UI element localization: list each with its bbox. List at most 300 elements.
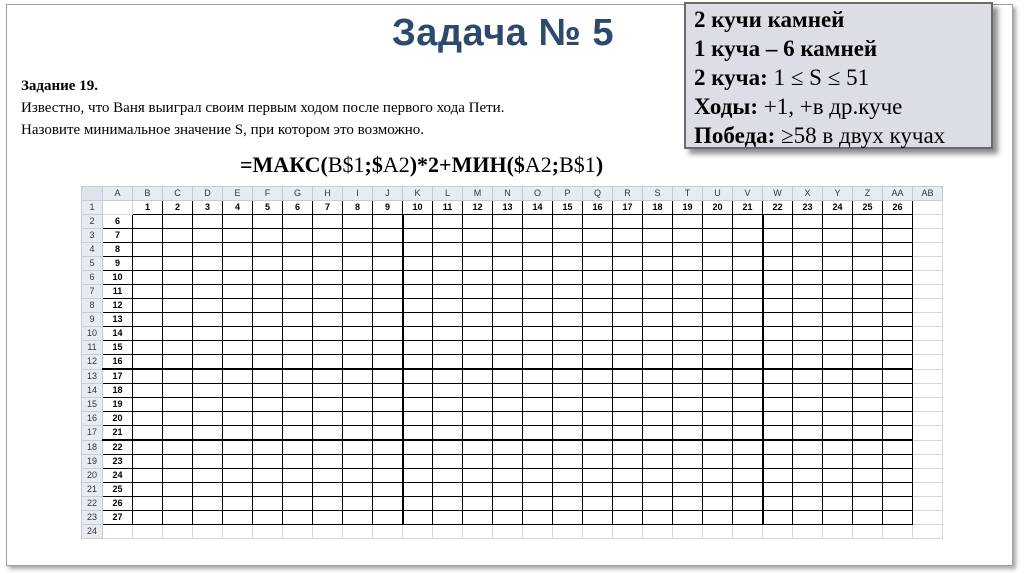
grid-cell[interactable] xyxy=(253,369,283,384)
grid-cell[interactable] xyxy=(283,398,313,412)
grid-cell[interactable] xyxy=(643,440,673,455)
grid-cell[interactable] xyxy=(643,257,673,271)
empty-cell[interactable] xyxy=(913,455,943,469)
grid-cell[interactable] xyxy=(703,455,733,469)
grid-cell[interactable] xyxy=(493,511,523,525)
grid-cell[interactable] xyxy=(313,327,343,341)
grid-cell[interactable] xyxy=(403,327,433,341)
grid-cell[interactable] xyxy=(853,398,883,412)
grid-cell[interactable] xyxy=(193,313,223,327)
grid-cell[interactable] xyxy=(763,469,793,483)
row-value-cell[interactable]: 16 xyxy=(103,355,133,370)
row-header-13[interactable]: 13 xyxy=(82,369,103,384)
grid-cell[interactable] xyxy=(163,313,193,327)
grid-cell[interactable] xyxy=(883,511,913,525)
column-header-t[interactable]: T xyxy=(673,187,703,201)
empty-cell[interactable] xyxy=(733,525,763,539)
grid-cell[interactable] xyxy=(373,313,403,327)
grid-cell[interactable] xyxy=(703,511,733,525)
grid-cell[interactable] xyxy=(403,313,433,327)
grid-cell[interactable] xyxy=(163,384,193,398)
grid-cell[interactable] xyxy=(133,355,163,370)
grid-cell[interactable] xyxy=(763,243,793,257)
grid-cell[interactable] xyxy=(283,369,313,384)
grid-cell[interactable] xyxy=(523,369,553,384)
grid-cell[interactable] xyxy=(793,271,823,285)
grid-cell[interactable] xyxy=(253,299,283,313)
grid-cell[interactable] xyxy=(493,271,523,285)
grid-cell[interactable] xyxy=(283,299,313,313)
grid-cell[interactable] xyxy=(853,327,883,341)
grid-cell[interactable] xyxy=(883,369,913,384)
header-value-cell[interactable]: 12 xyxy=(463,201,493,215)
empty-cell[interactable] xyxy=(283,525,313,539)
grid-cell[interactable] xyxy=(733,299,763,313)
grid-cell[interactable] xyxy=(433,271,463,285)
grid-cell[interactable] xyxy=(643,341,673,355)
grid-cell[interactable] xyxy=(703,412,733,426)
grid-cell[interactable] xyxy=(703,483,733,497)
grid-cell[interactable] xyxy=(733,341,763,355)
empty-cell[interactable] xyxy=(103,525,133,539)
grid-cell[interactable] xyxy=(673,469,703,483)
grid-cell[interactable] xyxy=(433,384,463,398)
grid-cell[interactable] xyxy=(373,299,403,313)
grid-cell[interactable] xyxy=(793,299,823,313)
grid-cell[interactable] xyxy=(733,483,763,497)
grid-cell[interactable] xyxy=(883,341,913,355)
grid-cell[interactable] xyxy=(853,511,883,525)
grid-cell[interactable] xyxy=(283,497,313,511)
empty-cell[interactable] xyxy=(433,525,463,539)
grid-cell[interactable] xyxy=(343,469,373,483)
grid-cell[interactable] xyxy=(283,341,313,355)
grid-cell[interactable] xyxy=(283,271,313,285)
grid-cell[interactable] xyxy=(853,229,883,243)
grid-cell[interactable] xyxy=(433,497,463,511)
grid-cell[interactable] xyxy=(703,384,733,398)
grid-cell[interactable] xyxy=(733,313,763,327)
column-header-a[interactable]: A xyxy=(103,187,133,201)
column-header-d[interactable]: D xyxy=(193,187,223,201)
grid-cell[interactable] xyxy=(763,426,793,441)
grid-cell[interactable] xyxy=(583,313,613,327)
grid-cell[interactable] xyxy=(343,369,373,384)
grid-cell[interactable] xyxy=(553,398,583,412)
grid-cell[interactable] xyxy=(133,511,163,525)
grid-cell[interactable] xyxy=(313,426,343,441)
grid-cell[interactable] xyxy=(583,355,613,370)
grid-cell[interactable] xyxy=(223,384,253,398)
grid-cell[interactable] xyxy=(883,285,913,299)
empty-cell[interactable] xyxy=(913,511,943,525)
row-value-cell[interactable]: 6 xyxy=(103,215,133,229)
grid-cell[interactable] xyxy=(673,440,703,455)
grid-cell[interactable] xyxy=(613,327,643,341)
grid-cell[interactable] xyxy=(553,257,583,271)
grid-cell[interactable] xyxy=(553,285,583,299)
grid-cell[interactable] xyxy=(163,243,193,257)
grid-cell[interactable] xyxy=(373,229,403,243)
grid-cell[interactable] xyxy=(433,511,463,525)
grid-cell[interactable] xyxy=(253,355,283,370)
empty-cell[interactable] xyxy=(253,525,283,539)
grid-cell[interactable] xyxy=(853,299,883,313)
column-header-z[interactable]: Z xyxy=(853,187,883,201)
grid-cell[interactable] xyxy=(673,341,703,355)
column-header-w[interactable]: W xyxy=(763,187,793,201)
empty-cell[interactable] xyxy=(913,229,943,243)
grid-cell[interactable] xyxy=(313,511,343,525)
grid-cell[interactable] xyxy=(613,455,643,469)
grid-cell[interactable] xyxy=(793,398,823,412)
grid-cell[interactable] xyxy=(673,285,703,299)
grid-cell[interactable] xyxy=(673,257,703,271)
grid-cell[interactable] xyxy=(763,327,793,341)
row-header-20[interactable]: 20 xyxy=(82,469,103,483)
grid-cell[interactable] xyxy=(763,384,793,398)
grid-cell[interactable] xyxy=(463,384,493,398)
grid-cell[interactable] xyxy=(553,469,583,483)
row-value-cell[interactable]: 8 xyxy=(103,243,133,257)
empty-cell[interactable] xyxy=(673,525,703,539)
grid-cell[interactable] xyxy=(223,271,253,285)
grid-cell[interactable] xyxy=(373,271,403,285)
grid-cell[interactable] xyxy=(223,469,253,483)
grid-cell[interactable] xyxy=(523,313,553,327)
empty-cell[interactable] xyxy=(913,243,943,257)
grid-cell[interactable] xyxy=(823,215,853,229)
grid-cell[interactable] xyxy=(223,369,253,384)
grid-cell[interactable] xyxy=(583,271,613,285)
grid-cell[interactable] xyxy=(733,469,763,483)
grid-cell[interactable] xyxy=(373,483,403,497)
grid-cell[interactable] xyxy=(613,271,643,285)
grid-cell[interactable] xyxy=(313,215,343,229)
grid-cell[interactable] xyxy=(433,285,463,299)
grid-cell[interactable] xyxy=(853,271,883,285)
row-header-8[interactable]: 8 xyxy=(82,299,103,313)
grid-cell[interactable] xyxy=(253,341,283,355)
grid-cell[interactable] xyxy=(703,229,733,243)
grid-cell[interactable] xyxy=(523,341,553,355)
column-header-n[interactable]: N xyxy=(493,187,523,201)
grid-cell[interactable] xyxy=(703,313,733,327)
grid-cell[interactable] xyxy=(133,243,163,257)
grid-cell[interactable] xyxy=(313,299,343,313)
empty-cell[interactable] xyxy=(913,497,943,511)
grid-cell[interactable] xyxy=(403,455,433,469)
grid-cell[interactable] xyxy=(643,412,673,426)
grid-cell[interactable] xyxy=(823,271,853,285)
grid-cell[interactable] xyxy=(553,483,583,497)
grid-cell[interactable] xyxy=(703,243,733,257)
grid-cell[interactable] xyxy=(763,440,793,455)
empty-cell[interactable] xyxy=(913,525,943,539)
grid-cell[interactable] xyxy=(463,483,493,497)
grid-cell[interactable] xyxy=(583,384,613,398)
grid-cell[interactable] xyxy=(613,483,643,497)
grid-cell[interactable] xyxy=(463,257,493,271)
grid-cell[interactable] xyxy=(703,398,733,412)
grid-cell[interactable] xyxy=(673,369,703,384)
grid-cell[interactable] xyxy=(253,497,283,511)
grid-cell[interactable] xyxy=(253,483,283,497)
empty-cell[interactable] xyxy=(913,426,943,441)
grid-cell[interactable] xyxy=(553,412,583,426)
grid-cell[interactable] xyxy=(883,215,913,229)
grid-cell[interactable] xyxy=(133,497,163,511)
grid-cell[interactable] xyxy=(163,483,193,497)
grid-cell[interactable] xyxy=(403,384,433,398)
grid-cell[interactable] xyxy=(193,299,223,313)
grid-cell[interactable] xyxy=(643,299,673,313)
grid-cell[interactable] xyxy=(703,341,733,355)
grid-cell[interactable] xyxy=(223,257,253,271)
grid-cell[interactable] xyxy=(223,440,253,455)
grid-cell[interactable] xyxy=(463,285,493,299)
row-value-cell[interactable]: 17 xyxy=(103,369,133,384)
grid-cell[interactable] xyxy=(433,341,463,355)
grid-cell[interactable] xyxy=(793,483,823,497)
grid-cell[interactable] xyxy=(673,511,703,525)
grid-cell[interactable] xyxy=(673,384,703,398)
grid-cell[interactable] xyxy=(703,299,733,313)
grid-cell[interactable] xyxy=(553,369,583,384)
grid-cell[interactable] xyxy=(763,369,793,384)
grid-cell[interactable] xyxy=(463,511,493,525)
grid-cell[interactable] xyxy=(163,511,193,525)
empty-cell[interactable] xyxy=(913,483,943,497)
grid-cell[interactable] xyxy=(583,327,613,341)
grid-cell[interactable] xyxy=(163,257,193,271)
row-header-11[interactable]: 11 xyxy=(82,341,103,355)
grid-cell[interactable] xyxy=(643,243,673,257)
grid-cell[interactable] xyxy=(373,341,403,355)
grid-cell[interactable] xyxy=(283,285,313,299)
grid-cell[interactable] xyxy=(193,355,223,370)
grid-cell[interactable] xyxy=(643,229,673,243)
grid-cell[interactable] xyxy=(613,369,643,384)
row-header-12[interactable]: 12 xyxy=(82,355,103,370)
grid-cell[interactable] xyxy=(673,398,703,412)
grid-cell[interactable] xyxy=(583,469,613,483)
empty-cell[interactable] xyxy=(913,355,943,370)
grid-cell[interactable] xyxy=(283,412,313,426)
grid-cell[interactable] xyxy=(883,327,913,341)
grid-cell[interactable] xyxy=(283,313,313,327)
grid-cell[interactable] xyxy=(493,229,523,243)
grid-cell[interactable] xyxy=(523,426,553,441)
grid-cell[interactable] xyxy=(613,440,643,455)
grid-cell[interactable] xyxy=(673,327,703,341)
header-value-cell[interactable]: 25 xyxy=(853,201,883,215)
grid-cell[interactable] xyxy=(493,355,523,370)
grid-cell[interactable] xyxy=(223,313,253,327)
empty-cell[interactable] xyxy=(913,285,943,299)
grid-cell[interactable] xyxy=(133,369,163,384)
row-value-cell[interactable]: 21 xyxy=(103,426,133,441)
grid-cell[interactable] xyxy=(793,341,823,355)
column-header-y[interactable]: Y xyxy=(823,187,853,201)
grid-cell[interactable] xyxy=(343,497,373,511)
grid-cell[interactable] xyxy=(253,285,283,299)
grid-cell[interactable] xyxy=(853,257,883,271)
header-value-cell[interactable]: 7 xyxy=(313,201,343,215)
grid-cell[interactable] xyxy=(733,257,763,271)
row-header-23[interactable]: 23 xyxy=(82,511,103,525)
grid-cell[interactable] xyxy=(463,313,493,327)
grid-cell[interactable] xyxy=(523,455,553,469)
grid-cell[interactable] xyxy=(313,455,343,469)
grid-cell[interactable] xyxy=(163,497,193,511)
row-value-cell[interactable]: 20 xyxy=(103,412,133,426)
grid-cell[interactable] xyxy=(343,299,373,313)
grid-cell[interactable] xyxy=(823,511,853,525)
grid-cell[interactable] xyxy=(133,341,163,355)
grid-cell[interactable] xyxy=(883,271,913,285)
row-header-10[interactable]: 10 xyxy=(82,327,103,341)
grid-cell[interactable] xyxy=(433,215,463,229)
grid-cell[interactable] xyxy=(163,440,193,455)
grid-cell[interactable] xyxy=(253,511,283,525)
grid-cell[interactable] xyxy=(853,455,883,469)
grid-cell[interactable] xyxy=(733,355,763,370)
grid-cell[interactable] xyxy=(343,229,373,243)
grid-cell[interactable] xyxy=(613,341,643,355)
grid-cell[interactable] xyxy=(373,257,403,271)
grid-cell[interactable] xyxy=(793,355,823,370)
empty-cell[interactable] xyxy=(913,384,943,398)
grid-cell[interactable] xyxy=(673,271,703,285)
grid-cell[interactable] xyxy=(613,355,643,370)
grid-cell[interactable] xyxy=(403,243,433,257)
grid-cell[interactable] xyxy=(733,384,763,398)
grid-cell[interactable] xyxy=(463,355,493,370)
grid-cell[interactable] xyxy=(883,243,913,257)
grid-cell[interactable] xyxy=(133,384,163,398)
grid-cell[interactable] xyxy=(583,455,613,469)
grid-cell[interactable] xyxy=(763,313,793,327)
grid-cell[interactable] xyxy=(493,412,523,426)
grid-cell[interactable] xyxy=(373,440,403,455)
grid-cell[interactable] xyxy=(553,299,583,313)
empty-cell[interactable] xyxy=(853,525,883,539)
grid-cell[interactable] xyxy=(343,398,373,412)
grid-cell[interactable] xyxy=(853,285,883,299)
grid-cell[interactable] xyxy=(253,271,283,285)
grid-cell[interactable] xyxy=(613,229,643,243)
empty-cell[interactable] xyxy=(913,369,943,384)
column-header-h[interactable]: H xyxy=(313,187,343,201)
grid-cell[interactable] xyxy=(193,497,223,511)
empty-cell[interactable] xyxy=(913,215,943,229)
grid-cell[interactable] xyxy=(733,243,763,257)
row-value-cell[interactable]: 15 xyxy=(103,341,133,355)
row-value-cell[interactable]: 26 xyxy=(103,497,133,511)
grid-cell[interactable] xyxy=(523,384,553,398)
grid-cell[interactable] xyxy=(223,483,253,497)
row-value-cell[interactable]: 9 xyxy=(103,257,133,271)
row-header-19[interactable]: 19 xyxy=(82,455,103,469)
grid-cell[interactable] xyxy=(853,497,883,511)
grid-cell[interactable] xyxy=(733,412,763,426)
grid-cell[interactable] xyxy=(853,384,883,398)
column-header-s[interactable]: S xyxy=(643,187,673,201)
grid-cell[interactable] xyxy=(463,327,493,341)
grid-cell[interactable] xyxy=(763,398,793,412)
grid-cell[interactable] xyxy=(463,215,493,229)
grid-cell[interactable] xyxy=(343,271,373,285)
grid-cell[interactable] xyxy=(823,229,853,243)
grid-cell[interactable] xyxy=(733,426,763,441)
grid-cell[interactable] xyxy=(343,455,373,469)
grid-cell[interactable] xyxy=(583,285,613,299)
grid-cell[interactable] xyxy=(763,483,793,497)
empty-cell[interactable] xyxy=(913,299,943,313)
grid-cell[interactable] xyxy=(493,313,523,327)
grid-cell[interactable] xyxy=(733,229,763,243)
grid-cell[interactable] xyxy=(223,229,253,243)
grid-cell[interactable] xyxy=(373,355,403,370)
grid-cell[interactable] xyxy=(313,271,343,285)
empty-cell[interactable] xyxy=(463,525,493,539)
grid-cell[interactable] xyxy=(373,285,403,299)
empty-cell[interactable] xyxy=(913,327,943,341)
grid-cell[interactable] xyxy=(763,341,793,355)
grid-cell[interactable] xyxy=(673,313,703,327)
grid-cell[interactable] xyxy=(403,398,433,412)
grid-cell[interactable] xyxy=(493,327,523,341)
grid-cell[interactable] xyxy=(493,369,523,384)
grid-cell[interactable] xyxy=(493,440,523,455)
row-header-24[interactable]: 24 xyxy=(82,525,103,539)
row-value-cell[interactable]: 18 xyxy=(103,384,133,398)
grid-cell[interactable] xyxy=(643,426,673,441)
grid-cell[interactable] xyxy=(163,469,193,483)
grid-cell[interactable] xyxy=(853,313,883,327)
grid-cell[interactable] xyxy=(793,455,823,469)
grid-cell[interactable] xyxy=(793,313,823,327)
grid-cell[interactable] xyxy=(403,299,433,313)
grid-cell[interactable] xyxy=(793,469,823,483)
empty-cell[interactable] xyxy=(343,525,373,539)
grid-cell[interactable] xyxy=(493,215,523,229)
grid-cell[interactable] xyxy=(133,313,163,327)
grid-cell[interactable] xyxy=(193,469,223,483)
grid-cell[interactable] xyxy=(493,426,523,441)
column-header-m[interactable]: M xyxy=(463,187,493,201)
grid-cell[interactable] xyxy=(523,285,553,299)
grid-cell[interactable] xyxy=(463,426,493,441)
grid-cell[interactable] xyxy=(433,355,463,370)
grid-cell[interactable] xyxy=(313,483,343,497)
header-value-cell[interactable]: 3 xyxy=(193,201,223,215)
grid-cell[interactable] xyxy=(553,327,583,341)
grid-cell[interactable] xyxy=(793,511,823,525)
grid-cell[interactable] xyxy=(613,511,643,525)
grid-cell[interactable] xyxy=(433,440,463,455)
grid-cell[interactable] xyxy=(583,257,613,271)
grid-cell[interactable] xyxy=(823,299,853,313)
grid-cell[interactable] xyxy=(373,243,403,257)
grid-cell[interactable] xyxy=(823,483,853,497)
grid-cell[interactable] xyxy=(163,455,193,469)
grid-cell[interactable] xyxy=(253,455,283,469)
empty-cell[interactable] xyxy=(583,525,613,539)
grid-cell[interactable] xyxy=(313,398,343,412)
grid-cell[interactable] xyxy=(853,483,883,497)
